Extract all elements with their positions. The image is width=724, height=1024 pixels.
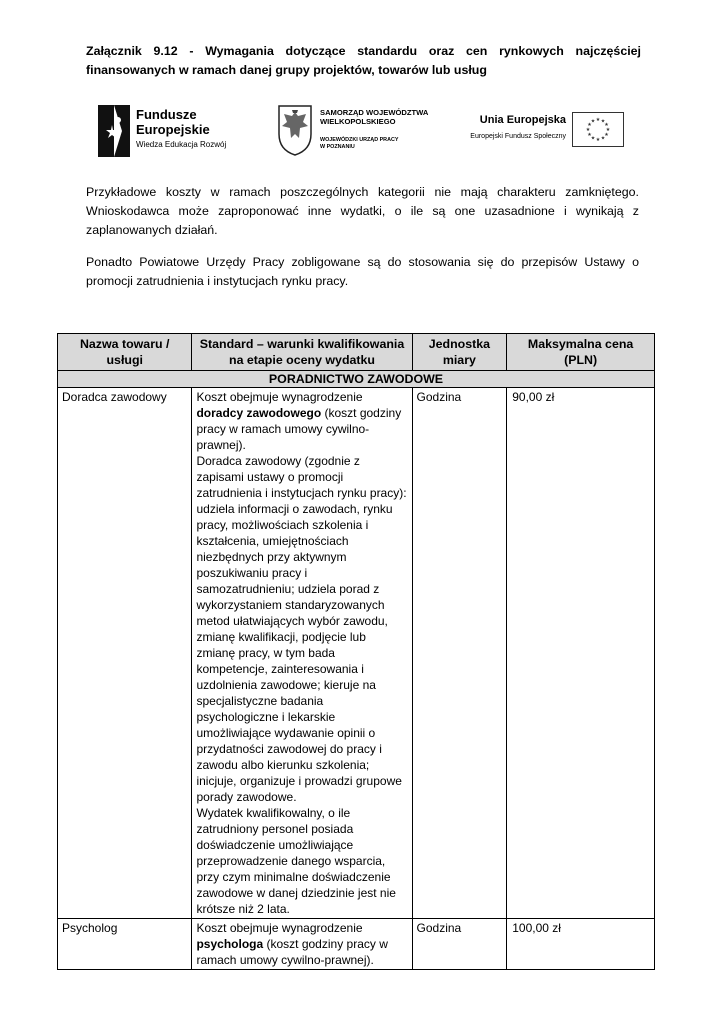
- row-standard: [192, 388, 412, 919]
- svg-text:★: ★: [587, 122, 592, 128]
- eu-flag-icon: [572, 112, 624, 147]
- svg-text:★: ★: [587, 132, 592, 138]
- section-row: [58, 371, 655, 388]
- row-name: Doradca zawodowy: [58, 388, 192, 919]
- fundusze-europejskie-logo: [96, 104, 246, 158]
- svg-text:★: ★: [585, 127, 591, 133]
- cost-table: [57, 333, 655, 970]
- std-text: Koszt obejmuje wynagrodzenie: [196, 390, 363, 404]
- ue-name: Unia Europejska: [479, 114, 566, 126]
- svg-text:★: ★: [605, 127, 611, 133]
- unia-europejska-logo: [452, 112, 624, 152]
- fundusze-sub: Wiedza Edukacja Rozwój: [136, 140, 227, 149]
- row-name: Psycholog: [58, 919, 192, 970]
- svg-text:★: ★: [600, 118, 606, 125]
- std-bold: psychologa: [196, 937, 264, 951]
- samorzad-wielkopolski-logo: [276, 104, 429, 158]
- row-unit: Godzina: [412, 388, 507, 919]
- std-text: (koszt godziny pracy w ramach umowy cywilno-prawnej).: [196, 937, 388, 967]
- document-title: Załącznik 9.12 - Wymagania dotyczące standardu oraz cen rynkowych najczęściej finansowanych w ramach danej grupy projektów, towarów lub usług: [86, 44, 641, 77]
- header-standard: Standard – warunki kwalifikowania na etapie oceny wydatku: [192, 334, 412, 371]
- svg-text:★: ★: [595, 117, 601, 123]
- fundusze-emblem-icon: [96, 104, 132, 158]
- header-unit: Jednostka miary: [412, 334, 507, 371]
- table-header-row: [58, 334, 655, 371]
- logo-bar: [96, 104, 636, 160]
- row-unit: Godzina: [412, 919, 507, 970]
- row-price: 100,00 zł: [507, 919, 655, 970]
- row-price: 90,00 zł: [507, 388, 655, 919]
- eagle-crest-icon: [276, 104, 314, 156]
- svg-text:★: ★: [600, 135, 606, 142]
- header-price: Maksymalna cena (PLN): [507, 334, 655, 371]
- fundusze-line2: Europejskie: [136, 122, 210, 137]
- std-paragraph-2: Doradca zawodowy (zgodnie z zapisami ustawy o promocji zatrudnienia i instytucjach rynku pracy): udziela informacji o zawodach, rynku pracy, możliwościach szkolenia i kształcenia, umiejętnościach niezbędnych przy aktywnym poszukiwaniu pracy i samozatrudnieniu; udziela porad z wykorzystaniem standaryzowanych metod ułatwiających wybór zawodu, zmianę kwalifikacji, podjęcie lub zmianę pracy, w tym bada kompetencje, zainteresowania i uzdolnienia zawodowe; kieruje na specjalistyczne badania psychologiczne i lekarskie umożliwiające wydawanie opinii o przydatności zawodowej do pracy i zawodu albo kierunku szkolenia; inicjuje, organizuje i prowadzi grupowe porady zawodowe.: [196, 454, 407, 804]
- svg-text:★: ★: [604, 122, 609, 128]
- wup-line2: W POZNANIU: [320, 143, 355, 150]
- svg-text:★: ★: [595, 137, 601, 143]
- std-text: (koszt godziny pracy w ramach umowy cywilno-prawnej).: [196, 406, 402, 452]
- svg-text:★: ★: [604, 132, 609, 138]
- svg-text:★: ★: [590, 135, 596, 142]
- intro-paragraph-1: Przykładowe koszty w ramach poszczególnych kategorii nie mają charakteru zamkniętego. Wnioskodawca może zaproponować inne wydatki, o ile są one uzasadnione i wynikają z zaplanowanych działań.: [86, 185, 639, 237]
- svg-text:★: ★: [590, 118, 596, 125]
- header-name: Nazwa towaru / usługi: [58, 334, 192, 371]
- samorzad-line2: WIELKOPOLSKIEGO: [320, 117, 396, 126]
- row-standard: [192, 919, 412, 970]
- std-bold: doradcy zawodowego: [196, 406, 322, 420]
- table-row: [58, 919, 655, 970]
- fundusze-line1: Fundusze: [136, 107, 197, 122]
- ue-sub: Europejski Fundusz Społeczny: [470, 133, 566, 140]
- std-paragraph-3: Wydatek kwalifikowalny, o ile zatrudniony personel posiada doświadczenie umożliwiające przeprowadzenie danego wsparcia, przy czym minimalne doświadczenie zawodowe w danej dziedzinie jest nie krótsze niż 2 lata.: [196, 806, 396, 916]
- table-row: [58, 388, 655, 919]
- std-text: Koszt obejmuje wynagrodzenie: [196, 921, 363, 935]
- wup-line1: WOJEWÓDZKI URZĄD PRACY: [320, 137, 399, 143]
- samorzad-line1: SAMORZĄD WOJEWÓDZTWA: [320, 108, 429, 117]
- intro-paragraph-2: Ponadto Powiatowe Urzędy Pracy zobligowane są do stosowania się do przepisów Ustawy o promocji zatrudnienia i instytucjach rynku pracy.: [86, 255, 639, 288]
- section-title: PORADNICTWO ZAWODOWE: [58, 371, 655, 388]
